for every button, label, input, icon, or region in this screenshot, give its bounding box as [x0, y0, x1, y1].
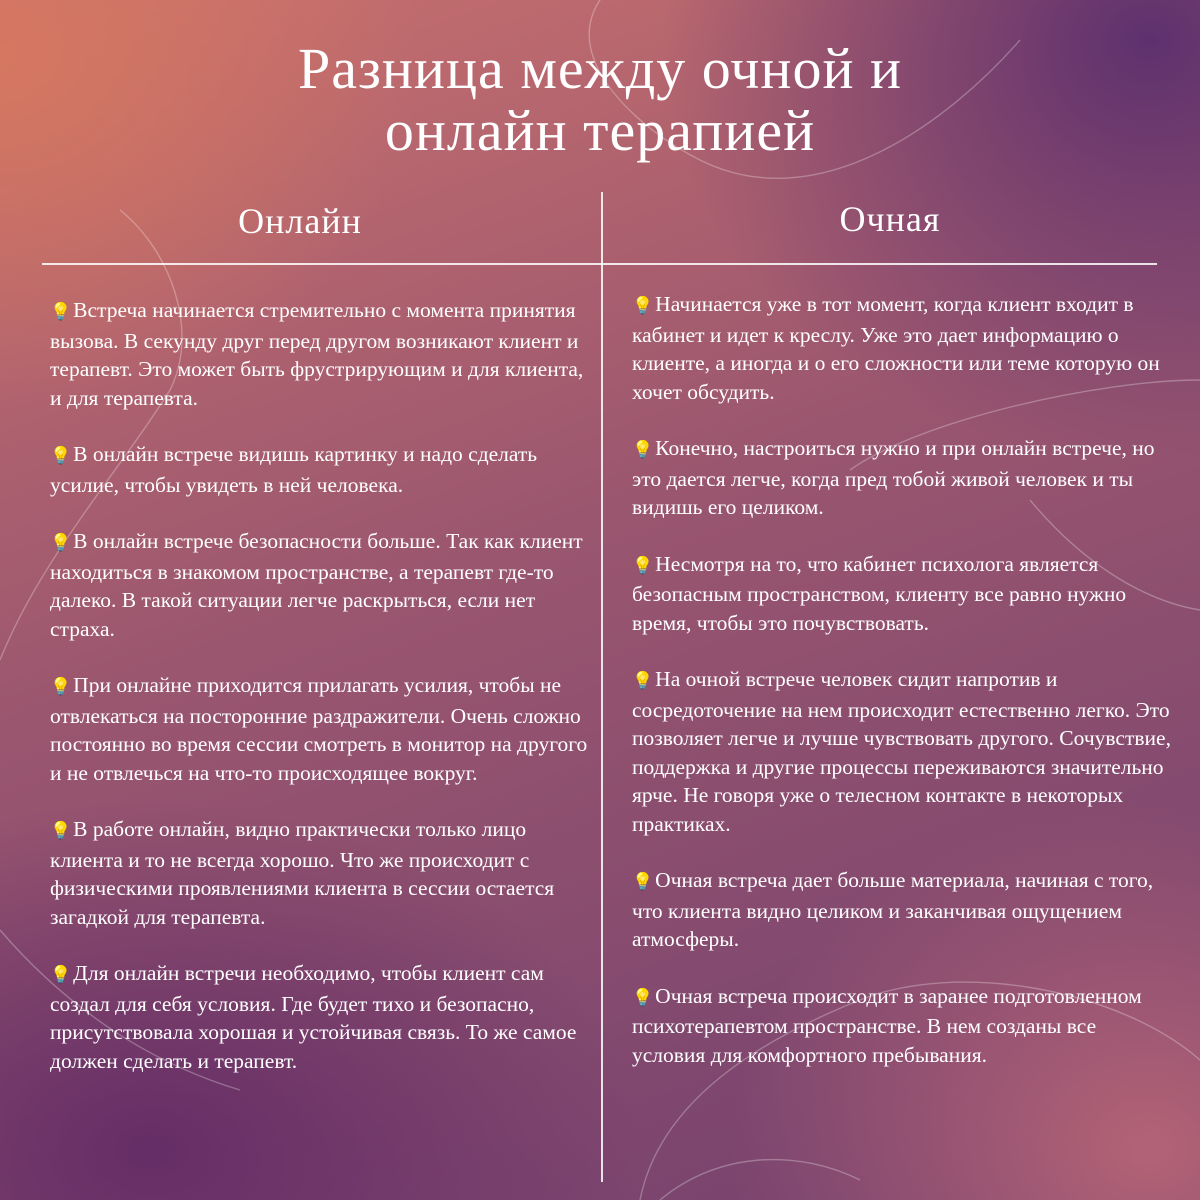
list-item: 💡В онлайн встрече безопасности больше. Так как клиент находиться в знакомом пространстве, а терапевт где-то далеко. В такой ситуации легче раскрыться, если нет страха.: [50, 529, 583, 641]
light-bulb-icon: 💡: [632, 440, 654, 460]
light-bulb-icon: 💡: [632, 872, 654, 892]
list-item: 💡Очная встреча дает больше материала, начиная с того, что клиента видно целиком и заканчивая ощущением атмосферы.: [632, 868, 1154, 951]
list-item: 💡На очной встрече человек сидит напротив и сосредоточение на нем происходит естественно легко. Это позволяет легче и лучше чувствовать другого. Сочувствие, поддержка и другие процессы переживаются значительно ярче. Не говоря уже о телесном контакте в некоторых практиках.: [632, 667, 1171, 836]
light-bulb-icon: 💡: [50, 533, 72, 553]
light-bulb-icon: 💡: [50, 446, 72, 466]
light-bulb-icon: 💡: [632, 555, 654, 576]
list-item: 💡В онлайн встрече видишь картинку и надо сделать усилие, чтобы увидеть в ней человека.: [50, 442, 538, 497]
list-item: 💡В работе онлайн, видно практически только лицо клиента и то не всегда хорошо. Что же происходит с физическими проявлениями клиента в сессии остается загадкой для терапевта.: [50, 817, 555, 929]
light-bulb-icon: 💡: [50, 965, 72, 985]
column-heading-online: Онлайн: [238, 201, 362, 241]
light-bulb-icon: 💡: [50, 302, 72, 322]
online-column: [50, 296, 595, 1103]
horizontal-divider: [42, 263, 1157, 265]
list-item: 💡Конечно, настроиться нужно и при онлайн встрече, но это дается легче, когда пред тобой живой человек и ты видишь его целиком.: [632, 436, 1155, 519]
in-person-column: [632, 290, 1172, 1097]
list-item: 💡Начинается уже в тот момент, когда клиент входит в кабинет и идет к креслу. Уже это дает информацию о клиенте, а иногда и о его сложности или теме которую он хочет обсудить.: [632, 292, 1160, 404]
light-bulb-icon: 💡: [632, 671, 654, 691]
light-bulb-icon: 💡: [632, 296, 654, 316]
light-bulb-icon: 💡: [632, 987, 654, 1008]
light-bulb-icon: 💡: [50, 821, 72, 841]
title-line-1: Разница между очной и: [297, 36, 903, 101]
light-bulb-icon: 💡: [50, 677, 72, 697]
list-item: 💡Очная встреча происходит в заранее подготовленном психотерапевтом пространстве. В нем созданы все условия для комфортного пребывания.: [632, 983, 1142, 1067]
page-title: [0, 38, 1200, 162]
title-line-2: онлайн терапией: [384, 98, 816, 163]
list-item: 💡Для онлайн встречи необходимо, чтобы клиент сам создал для себя условия. Где будет тихо и безопасно, присутствовала хорошая и устойчивая связь. То же самое должен сделать и терапевт.: [50, 961, 577, 1073]
list-item: 💡Несмотря на то, что кабинет психолога является безопасным пространством, клиенту все равно нужно время, чтобы это почувствовать.: [632, 551, 1127, 635]
column-heading-in-person: Очная: [839, 199, 941, 239]
list-item: 💡При онлайне приходится прилагать усилия, чтобы не отвлекаться на посторонние раздражители. Очень сложно постоянно во время сессии смотреть в монитор на другого и не отвлечься на что-то происходящее вокруг.: [50, 673, 588, 785]
list-item: 💡Встреча начинается стремительно с момента принятия вызова. В секунду друг перед другом возникают клиент и терапевт. Это может быть фрустрирующим и для клиента, и для терапевта.: [50, 298, 584, 410]
vertical-divider: [601, 192, 603, 1182]
